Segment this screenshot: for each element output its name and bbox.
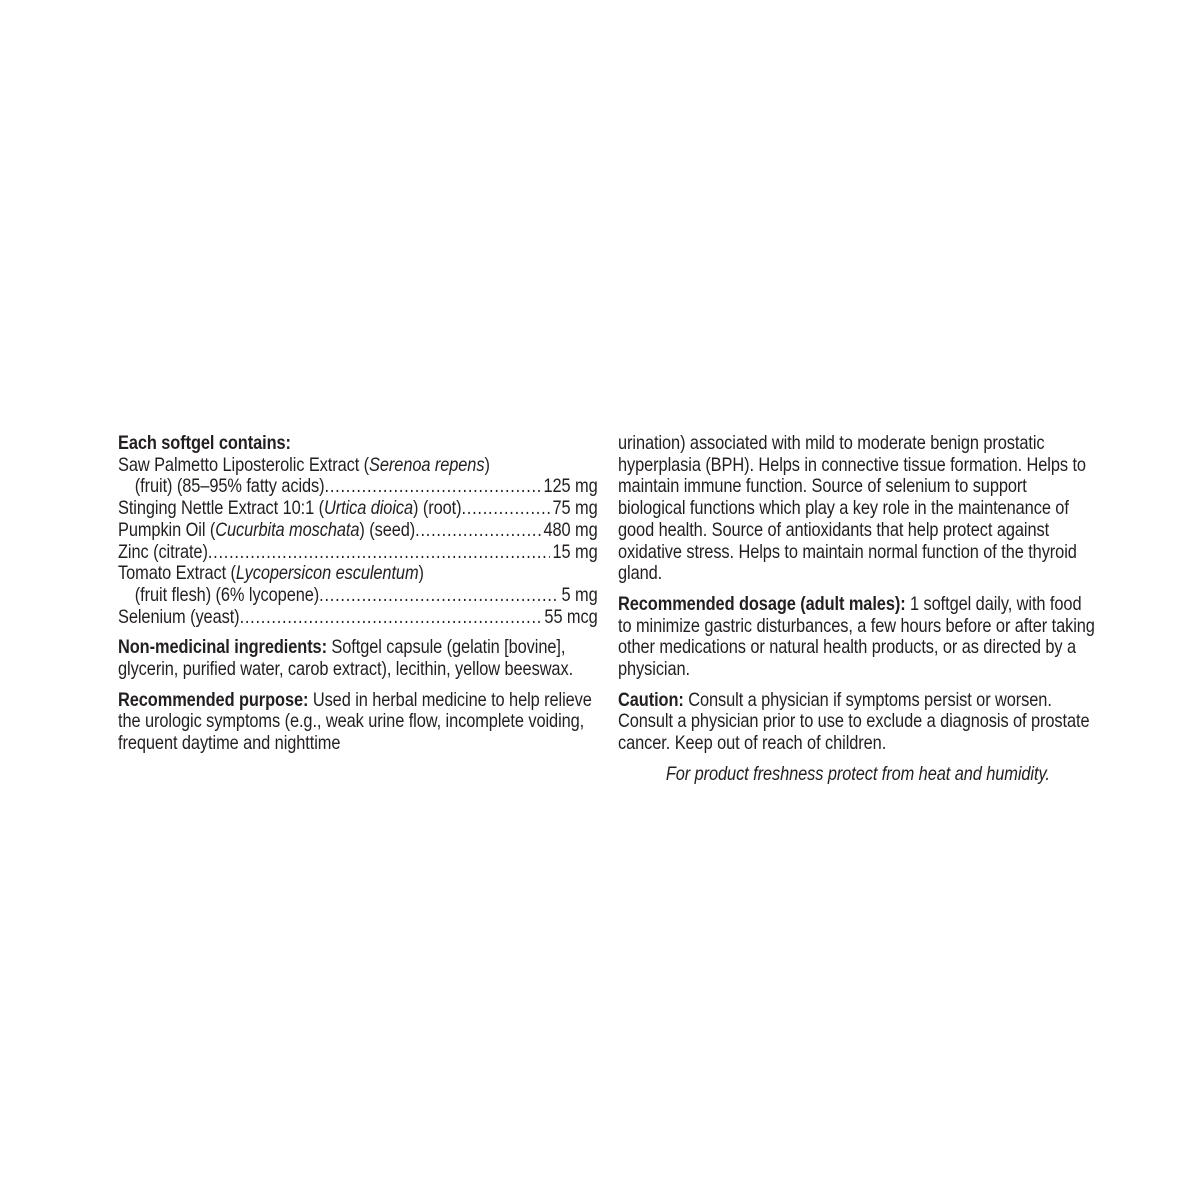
ingredient-sub-label: (fruit flesh) (6% lycopene) xyxy=(134,583,320,606)
ingredient-amount-line xyxy=(118,476,598,498)
non-medicinal-text: Softgel capsule (gelatin [bovine], glycerin, purified water, carob extract), lecithin, yellow beeswax. xyxy=(118,636,574,681)
ingredient-name: Zinc (citrate) xyxy=(118,540,208,563)
ingredient-name-text: ) xyxy=(418,562,424,585)
ingredient-row-stinging-nettle xyxy=(118,498,598,520)
left-column-content xyxy=(118,433,598,755)
dot-leader xyxy=(461,498,550,520)
ingredient-latin-name: Serenoa repens xyxy=(369,453,485,476)
ingredient-row-tomato-extract xyxy=(118,563,598,606)
right-column xyxy=(618,433,1098,786)
caution-paragraph xyxy=(618,690,1098,755)
ingredient-name-text: ) xyxy=(484,453,490,476)
non-medicinal-label: Non-medicinal ingredients: xyxy=(118,636,327,659)
ingredient-row-selenium xyxy=(118,607,598,629)
recommended-purpose-label: Recommended purpose: xyxy=(118,688,309,711)
non-medicinal-paragraph xyxy=(118,637,598,680)
freshness-note: For product freshness protect from heat and humidity. xyxy=(665,762,1050,785)
recommended-dosage-paragraph xyxy=(618,594,1098,681)
recommended-dosage-label: Recommended dosage (adult males): xyxy=(618,592,906,615)
label-text-block xyxy=(118,433,1098,786)
dot-leader xyxy=(415,520,541,542)
ingredient-latin-name: Urtica dioica xyxy=(323,497,414,520)
ingredient-amount: 125 mg xyxy=(543,475,598,498)
ingredient-row-saw-palmetto xyxy=(118,455,598,498)
ingredient-name xyxy=(118,455,598,477)
recommended-dosage-text: 1 softgel daily, with food to minimize gastric disturbances, a few hours before or after taking other medications or natural health products, or as directed by a physician. xyxy=(618,592,1095,681)
dot-leader xyxy=(319,585,559,607)
ingredient-row-pumpkin-oil xyxy=(118,520,598,542)
ingredient-name: Selenium (yeast) xyxy=(118,605,240,628)
recommended-purpose-paragraph xyxy=(118,690,598,755)
ingredient-name-text: Pumpkin Oil ( xyxy=(118,518,216,541)
ingredient-name xyxy=(118,520,415,542)
ingredient-amount: 55 mcg xyxy=(544,605,598,628)
ingredient-sub-label: (fruit) (85–95% fatty acids) xyxy=(134,475,325,498)
dot-leader xyxy=(208,542,550,564)
ingredient-name xyxy=(118,498,461,520)
ingredient-amount: 15 mg xyxy=(552,540,598,563)
left-column xyxy=(118,433,598,786)
dot-leader xyxy=(325,476,541,498)
each-softgel-heading: Each softgel contains: xyxy=(118,432,291,454)
ingredient-amount: 5 mg xyxy=(561,583,598,606)
caution-text: Consult a physician if symptoms persist or worsen. Consult a physician prior to use to exclude a diagnosis of prostate cancer. Keep out of reach of children. xyxy=(618,688,1090,755)
ingredient-name-text: Stinging Nettle Extract 10:1 ( xyxy=(118,497,324,520)
ingredient-name-text: Saw Palmetto Liposterolic Extract ( xyxy=(118,453,370,476)
purpose-continued-paragraph: urination) associated with mild to moderate benign prostatic hyperplasia (BPH). Helps in connective tissue formation. Helps to maintain immune function. Source of selenium to support biological functions which play a key role in the maintenance of good health. Source of antioxidants that help protect against oxidative stress. Helps to maintain normal function of the thyroid gland. xyxy=(618,432,1086,585)
right-column-content xyxy=(618,433,1098,786)
ingredient-name-text: Tomato Extract ( xyxy=(118,562,236,585)
ingredient-amount-line xyxy=(118,585,598,607)
ingredient-name-text: ) (seed) xyxy=(359,518,416,541)
ingredient-amount: 480 mg xyxy=(543,518,598,541)
dot-leader xyxy=(240,607,542,629)
ingredient-amount: 75 mg xyxy=(552,497,598,520)
ingredient-name xyxy=(118,563,598,585)
ingredient-name-text: ) (root) xyxy=(413,497,462,520)
recommended-purpose-text: Used in herbal medicine to help relieve the urologic symptoms (e.g., weak urine flow, incomplete voiding, frequent daytime and nighttime xyxy=(118,688,592,755)
ingredient-latin-name: Cucurbita moschata xyxy=(215,518,360,541)
ingredient-row-zinc xyxy=(118,542,598,564)
caution-label: Caution: xyxy=(618,688,684,711)
ingredient-latin-name: Lycopersicon esculentum xyxy=(235,562,419,585)
